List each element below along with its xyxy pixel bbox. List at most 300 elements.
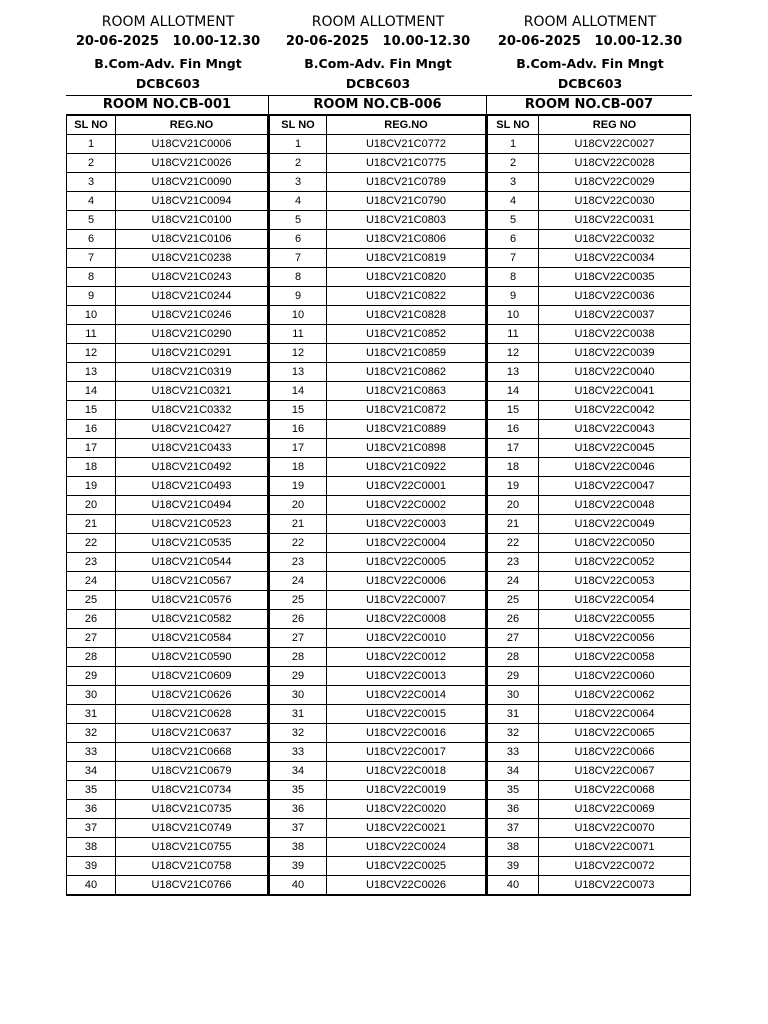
sl-no-header: SL NO [67,116,116,135]
sl-no-cell: 11 [488,325,539,344]
table-row [488,325,691,344]
sl-no-cell: 34 [67,762,116,781]
table-row [67,496,268,515]
reg-no-cell: U18CV22C0020 [327,800,486,819]
table-row [270,705,486,724]
table-row [67,591,268,610]
reg-no-cell: U18CV22C0036 [539,287,691,306]
table-row [270,553,486,572]
table-row [270,382,486,401]
reg-no-cell: U18CV22C0039 [539,344,691,363]
table-row [67,325,268,344]
reg-no-cell: U18CV22C0067 [539,762,691,781]
sl-no-cell: 18 [488,458,539,477]
sl-no-cell: 36 [67,800,116,819]
reg-no-cell: U18CV21C0679 [116,762,268,781]
table-row [488,876,691,896]
sl-no-cell: 30 [67,686,116,705]
table-row [270,230,486,249]
reg-no-cell: U18CV22C0030 [539,192,691,211]
table-row [488,135,691,154]
header-title: ROOM ALLOTMENT [523,14,657,30]
sl-no-cell: 1 [67,135,116,154]
header-course: B.Com-Adv. Fin Mngt [304,56,452,71]
table-row [270,496,486,515]
sl-no-cell: 31 [67,705,116,724]
reg-no-cell: U18CV22C0012 [327,648,486,667]
reg-no-cell: U18CV22C0028 [539,154,691,173]
reg-no-cell: U18CV22C0060 [539,667,691,686]
table-row [488,192,691,211]
sl-no-cell: 23 [270,553,327,572]
table-row [488,762,691,781]
sl-no-cell: 4 [67,192,116,211]
reg-no-cell: U18CV21C0291 [116,344,268,363]
sl-no-cell: 17 [67,439,116,458]
table-row [488,439,691,458]
table-row [488,534,691,553]
sl-no-cell: 24 [488,572,539,591]
room-block-2 [268,96,486,896]
table-row [67,173,268,192]
reg-no-cell: U18CV22C0010 [327,629,486,648]
sl-no-cell: 6 [488,230,539,249]
reg-no-cell: U18CV22C0066 [539,743,691,762]
reg-no-cell: U18CV21C0872 [327,401,486,420]
sl-no-cell: 27 [488,629,539,648]
reg-no-cell: U18CV22C0049 [539,515,691,534]
reg-no-cell: U18CV22C0045 [539,439,691,458]
sl-no-cell: 34 [488,762,539,781]
sl-no-cell: 2 [270,154,327,173]
sl-no-cell: 35 [488,781,539,800]
reg-no-cell: U18CV21C0637 [116,724,268,743]
table-row [67,762,268,781]
sl-no-cell: 28 [67,648,116,667]
table-row [488,724,691,743]
table-header-row [67,116,268,135]
table-row [67,515,268,534]
sl-no-cell: 30 [488,686,539,705]
reg-no-cell: U18CV21C0106 [116,230,268,249]
sl-no-cell: 27 [270,629,327,648]
allotment-grid [66,95,692,896]
sl-no-cell: 2 [67,154,116,173]
table-row [270,667,486,686]
table-row [67,667,268,686]
sl-no-cell: 10 [488,306,539,325]
table-row [67,287,268,306]
reg-no-cell: U18CV22C0018 [327,762,486,781]
sl-no-cell: 28 [488,648,539,667]
table-row [67,382,268,401]
sl-no-cell: 26 [488,610,539,629]
reg-no-cell: U18CV22C0032 [539,230,691,249]
reg-no-cell: U18CV22C0072 [539,857,691,876]
reg-no-cell: U18CV21C0734 [116,781,268,800]
reg-no-cell: U18CV21C0772 [327,135,486,154]
reg-no-cell: U18CV21C0735 [116,800,268,819]
reg-no-header: REG.NO [116,116,268,135]
reg-no-header: REG NO [539,116,691,135]
room-table [269,115,486,896]
reg-no-cell: U18CV21C0427 [116,420,268,439]
reg-no-cell: U18CV22C0053 [539,572,691,591]
sl-no-cell: 20 [488,496,539,515]
table-row [270,477,486,496]
reg-no-cell: U18CV22C0064 [539,705,691,724]
sl-no-cell: 29 [270,667,327,686]
sl-no-cell: 19 [67,477,116,496]
table-row [488,382,691,401]
table-body [67,135,268,896]
header-code: DCBC603 [345,76,411,91]
table-row [270,135,486,154]
room-table [487,115,691,896]
sl-no-cell: 39 [270,857,327,876]
reg-no-cell: U18CV22C0015 [327,705,486,724]
reg-no-cell: U18CV22C0065 [539,724,691,743]
reg-no-header: REG.NO [327,116,486,135]
sl-no-cell: 21 [488,515,539,534]
reg-no-cell: U18CV21C0433 [116,439,268,458]
table-row [67,610,268,629]
header-block-3 [485,12,695,94]
table-row [270,325,486,344]
table-row [488,344,691,363]
sl-no-cell: 35 [270,781,327,800]
sl-no-cell: 39 [488,857,539,876]
reg-no-cell: U18CV21C0582 [116,610,268,629]
reg-no-cell: U18CV22C0056 [539,629,691,648]
sl-no-cell: 8 [67,268,116,287]
header-code: DCBC603 [557,76,623,91]
reg-no-cell: U18CV21C0026 [116,154,268,173]
sl-no-cell: 20 [270,496,327,515]
reg-no-cell: U18CV21C0493 [116,477,268,496]
reg-no-cell: U18CV22C0014 [327,686,486,705]
table-row [488,268,691,287]
reg-no-cell: U18CV22C0034 [539,249,691,268]
sl-no-cell: 27 [67,629,116,648]
sl-no-cell: 4 [488,192,539,211]
sl-no-cell: 14 [488,382,539,401]
sl-no-cell: 33 [270,743,327,762]
reg-no-cell: U18CV21C0584 [116,629,268,648]
sl-no-cell: 16 [270,420,327,439]
table-row [67,249,268,268]
sl-no-cell: 28 [270,648,327,667]
reg-no-cell: U18CV22C0041 [539,382,691,401]
header-course: B.Com-Adv. Fin Mngt [516,56,664,71]
reg-no-cell: U18CV22C0052 [539,553,691,572]
table-header-row [488,116,691,135]
reg-no-cell: U18CV22C0005 [327,553,486,572]
table-row [67,458,268,477]
sl-no-cell: 23 [488,553,539,572]
reg-no-cell: U18CV22C0037 [539,306,691,325]
sl-no-cell: 26 [67,610,116,629]
sl-no-cell: 18 [270,458,327,477]
table-row [67,268,268,287]
table-row [488,420,691,439]
sl-no-cell: 21 [270,515,327,534]
reg-no-cell: U18CV21C0863 [327,382,486,401]
reg-no-cell: U18CV21C0922 [327,458,486,477]
sl-no-cell: 36 [270,800,327,819]
reg-no-cell: U18CV22C0008 [327,610,486,629]
sl-no-cell: 40 [488,876,539,896]
table-row [488,800,691,819]
table-row [270,344,486,363]
reg-no-cell: U18CV22C0019 [327,781,486,800]
table-row [488,287,691,306]
header-title: ROOM ALLOTMENT [311,14,445,30]
sl-no-cell: 15 [270,401,327,420]
table-header-row [270,116,486,135]
table-row [488,401,691,420]
sl-no-cell: 5 [488,211,539,230]
table-row [270,249,486,268]
table-row [67,344,268,363]
reg-no-cell: U18CV21C0590 [116,648,268,667]
table-row [488,686,691,705]
sl-no-cell: 38 [270,838,327,857]
room-table [66,115,268,896]
table-row [488,230,691,249]
table-row [270,781,486,800]
sl-no-cell: 37 [488,819,539,838]
header-code: DCBC603 [135,76,201,91]
sl-no-cell: 10 [67,306,116,325]
table-row [488,154,691,173]
table-row [270,401,486,420]
sl-no-cell: 3 [488,173,539,192]
sl-no-cell: 24 [67,572,116,591]
sl-no-cell: 22 [488,534,539,553]
reg-no-cell: U18CV21C0668 [116,743,268,762]
sl-no-cell: 20 [67,496,116,515]
table-row [488,249,691,268]
table-row [488,515,691,534]
sl-no-cell: 9 [67,287,116,306]
sl-no-cell: 3 [270,173,327,192]
reg-no-cell: U18CV22C0047 [539,477,691,496]
room-title: ROOM NO.CB-001 [66,96,268,115]
sl-no-cell: 1 [488,135,539,154]
table-row [270,629,486,648]
table-row [270,819,486,838]
sl-no-cell: 6 [270,230,327,249]
table-row [270,572,486,591]
sl-no-cell: 5 [270,211,327,230]
sl-no-cell: 22 [270,534,327,553]
reg-no-cell: U18CV22C0016 [327,724,486,743]
sl-no-cell: 19 [488,477,539,496]
reg-no-cell: U18CV21C0822 [327,287,486,306]
sl-no-cell: 9 [270,287,327,306]
reg-no-cell: U18CV21C0321 [116,382,268,401]
sl-no-cell: 34 [270,762,327,781]
table-row [67,192,268,211]
reg-no-cell: U18CV22C0007 [327,591,486,610]
sl-no-cell: 29 [67,667,116,686]
table-row [67,154,268,173]
table-row [67,401,268,420]
sl-no-cell: 32 [67,724,116,743]
table-row [67,686,268,705]
room-block-3 [486,96,691,896]
table-row [67,705,268,724]
table-row [67,629,268,648]
sl-no-cell: 3 [67,173,116,192]
sl-no-cell: 7 [270,249,327,268]
reg-no-cell: U18CV21C0828 [327,306,486,325]
reg-no-cell: U18CV22C0055 [539,610,691,629]
reg-no-cell: U18CV21C0243 [116,268,268,287]
sl-no-cell: 39 [67,857,116,876]
reg-no-cell: U18CV22C0021 [327,819,486,838]
table-row [270,458,486,477]
reg-no-cell: U18CV22C0002 [327,496,486,515]
sl-no-cell: 18 [67,458,116,477]
table-row [67,724,268,743]
sl-no-cell: 40 [270,876,327,896]
reg-no-cell: U18CV21C0758 [116,857,268,876]
reg-no-cell: U18CV22C0058 [539,648,691,667]
reg-no-cell: U18CV21C0803 [327,211,486,230]
reg-no-cell: U18CV22C0027 [539,135,691,154]
sl-no-cell: 14 [67,382,116,401]
table-row [67,838,268,857]
table-row [488,591,691,610]
table-row [67,800,268,819]
reg-no-cell: U18CV22C0046 [539,458,691,477]
reg-no-cell: U18CV21C0094 [116,192,268,211]
reg-no-cell: U18CV21C0609 [116,667,268,686]
table-row [67,230,268,249]
reg-no-cell: U18CV21C0319 [116,363,268,382]
reg-no-cell: U18CV21C0100 [116,211,268,230]
reg-no-cell: U18CV22C0001 [327,477,486,496]
sl-no-cell: 6 [67,230,116,249]
sl-no-cell: 4 [270,192,327,211]
header-datetime: 20-06-2025 10.00-12.30 [497,34,683,49]
table-row [67,363,268,382]
table-row [488,477,691,496]
sl-no-cell: 12 [67,344,116,363]
reg-no-cell: U18CV21C0246 [116,306,268,325]
table-row [488,629,691,648]
reg-no-cell: U18CV21C0290 [116,325,268,344]
table-body [270,135,486,896]
table-body [488,135,691,896]
table-row [488,648,691,667]
table-row [270,154,486,173]
reg-no-cell: U18CV21C0775 [327,154,486,173]
reg-no-cell: U18CV22C0062 [539,686,691,705]
reg-no-cell: U18CV21C0898 [327,439,486,458]
table-row [67,553,268,572]
sl-no-cell: 25 [67,591,116,610]
sl-no-cell: 11 [67,325,116,344]
table-row [67,648,268,667]
sl-no-cell: 7 [488,249,539,268]
reg-no-cell: U18CV22C0040 [539,363,691,382]
reg-no-cell: U18CV22C0071 [539,838,691,857]
sl-no-header: SL NO [488,116,539,135]
table-row [67,477,268,496]
reg-no-cell: U18CV22C0068 [539,781,691,800]
sl-no-cell: 11 [270,325,327,344]
header-datetime: 20-06-2025 10.00-12.30 [75,34,261,49]
sl-no-cell: 38 [488,838,539,857]
reg-no-cell: U18CV22C0073 [539,876,691,896]
sl-no-cell: 13 [270,363,327,382]
table-row [270,439,486,458]
table-row [488,173,691,192]
sl-no-cell: 25 [270,591,327,610]
reg-no-cell: U18CV22C0025 [327,857,486,876]
table-row [270,211,486,230]
table-row [270,534,486,553]
reg-no-cell: U18CV22C0050 [539,534,691,553]
table-row [488,496,691,515]
room-block-1 [66,96,268,896]
sl-no-cell: 24 [270,572,327,591]
reg-no-cell: U18CV21C0755 [116,838,268,857]
reg-no-cell: U18CV22C0038 [539,325,691,344]
reg-no-cell: U18CV22C0070 [539,819,691,838]
header-datetime: 20-06-2025 10.00-12.30 [285,34,471,49]
reg-no-cell: U18CV21C0766 [116,876,268,896]
sl-no-cell: 31 [270,705,327,724]
reg-no-cell: U18CV21C0859 [327,344,486,363]
table-row [270,268,486,287]
room-title: ROOM NO.CB-007 [487,96,691,115]
table-row [270,173,486,192]
table-row [67,420,268,439]
sl-no-cell: 38 [67,838,116,857]
sl-no-cell: 33 [67,743,116,762]
sl-no-cell: 30 [270,686,327,705]
sl-no-cell: 12 [488,344,539,363]
sl-no-cell: 37 [67,819,116,838]
reg-no-cell: U18CV21C0790 [327,192,486,211]
reg-no-cell: U18CV22C0003 [327,515,486,534]
sl-no-cell: 32 [270,724,327,743]
sl-no-cell: 19 [270,477,327,496]
table-row [67,781,268,800]
reg-no-cell: U18CV22C0054 [539,591,691,610]
reg-no-cell: U18CV21C0789 [327,173,486,192]
sl-no-cell: 5 [67,211,116,230]
sl-no-cell: 21 [67,515,116,534]
reg-no-cell: U18CV22C0024 [327,838,486,857]
sl-no-cell: 16 [67,420,116,439]
reg-no-cell: U18CV22C0013 [327,667,486,686]
sl-no-cell: 25 [488,591,539,610]
sl-no-cell: 14 [270,382,327,401]
table-row [270,762,486,781]
reg-no-cell: U18CV21C0090 [116,173,268,192]
table-row [488,211,691,230]
table-row [270,648,486,667]
sl-no-cell: 8 [270,268,327,287]
reg-no-cell: U18CV22C0043 [539,420,691,439]
table-row [488,781,691,800]
sl-no-cell: 15 [67,401,116,420]
